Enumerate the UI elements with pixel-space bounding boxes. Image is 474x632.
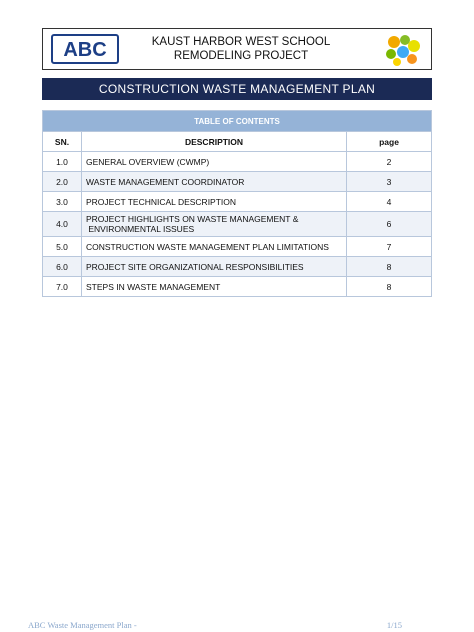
footer-document-name: ABC Waste Management Plan - — [28, 620, 137, 630]
row-page: 8 — [347, 277, 432, 297]
row-description: STEPS IN WASTE MANAGEMENT — [82, 277, 347, 297]
document-header — [42, 28, 432, 70]
table-row — [43, 257, 432, 277]
table-row — [43, 172, 432, 192]
row-page: 7 — [347, 237, 432, 257]
toc-caption: TABLE OF CONTENTS — [43, 111, 432, 132]
row-page: 4 — [347, 192, 432, 212]
row-page: 8 — [347, 257, 432, 277]
table-row — [43, 212, 432, 237]
abc-logo-mark-icon — [55, 38, 115, 60]
table-row — [43, 237, 432, 257]
row-description-line2: ENVIRONMENTAL ISSUES — [86, 224, 195, 234]
row-description: CONSTRUCTION WASTE MANAGEMENT PLAN LIMITATIONS — [82, 237, 347, 257]
column-header-page: page — [347, 132, 432, 152]
toc-header-row — [43, 132, 432, 152]
plan-title-banner: CONSTRUCTION WASTE MANAGEMENT PLAN — [42, 78, 432, 100]
toc-caption-row — [43, 111, 432, 132]
project-title — [129, 35, 353, 63]
project-title-line1: KAUST HARBOR WEST SCHOOL — [151, 36, 331, 48]
project-title-line2: REMODELING PROJECT — [173, 50, 309, 62]
column-header-description: DESCRIPTION — [82, 132, 347, 152]
row-sn: 3.0 — [43, 192, 82, 212]
row-description — [82, 212, 347, 237]
footer-page-number: 1/15 — [386, 620, 402, 630]
row-sn: 6.0 — [43, 257, 82, 277]
column-header-sn: SN. — [43, 132, 82, 152]
row-sn: 2.0 — [43, 172, 82, 192]
row-page: 2 — [347, 152, 432, 172]
row-page: 3 — [347, 172, 432, 192]
row-description: PROJECT SITE ORGANIZATIONAL RESPONSIBILITIES — [82, 257, 347, 277]
table-row — [43, 277, 432, 297]
colored-balls-logo-icon — [381, 32, 425, 68]
row-description-line1: PROJECT HIGHLIGHTS ON WASTE MANAGEMENT & — [86, 214, 299, 224]
abc-logo — [51, 34, 119, 64]
row-page: 6 — [347, 212, 432, 237]
row-description: GENERAL OVERVIEW (CWMP) — [82, 152, 347, 172]
row-sn: 1.0 — [43, 152, 82, 172]
row-sn: 4.0 — [43, 212, 82, 237]
row-description: PROJECT TECHNICAL DESCRIPTION — [82, 192, 347, 212]
table-row — [43, 152, 432, 172]
table-row — [43, 192, 432, 212]
abc-logo-text: ABC — [63, 39, 107, 60]
row-sn: 5.0 — [43, 237, 82, 257]
table-of-contents — [42, 110, 432, 297]
row-description: WASTE MANAGEMENT COORDINATOR — [82, 172, 347, 192]
row-sn: 7.0 — [43, 277, 82, 297]
page-footer — [28, 620, 448, 632]
